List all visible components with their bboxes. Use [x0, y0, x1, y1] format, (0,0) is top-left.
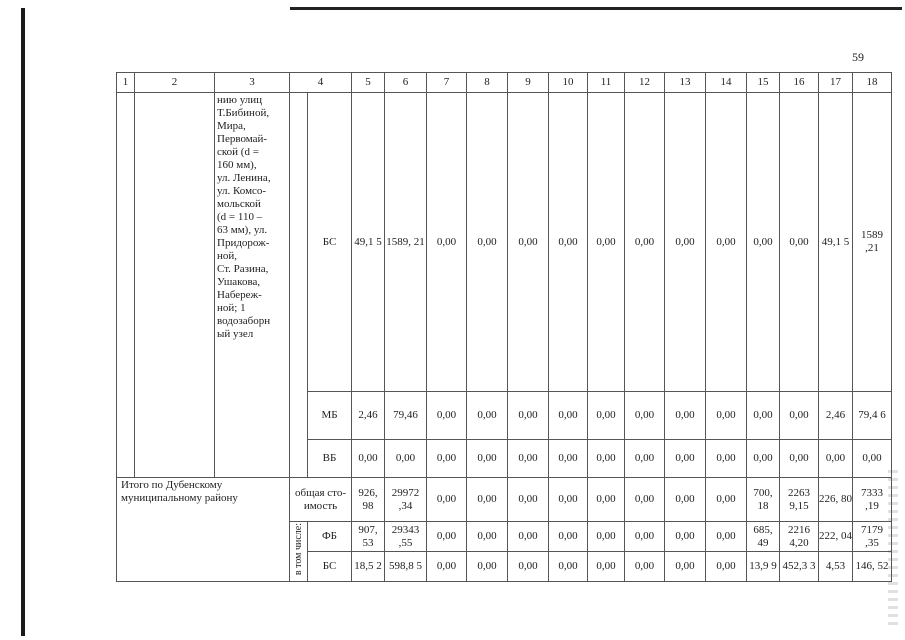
value-cell: 700, 18: [747, 478, 780, 522]
description-line: Набереж-: [217, 289, 262, 301]
value-cell: 0,00: [665, 93, 706, 392]
header-cell: 11: [588, 73, 625, 93]
value-cell: 2263 9,15: [780, 478, 819, 522]
description-line: нию улиц: [217, 94, 263, 106]
value-cell: 0,00: [467, 392, 508, 440]
header-cell: 7: [427, 73, 467, 93]
value-cell: 0,00: [706, 552, 747, 582]
value-cell: 0,00: [427, 478, 467, 522]
value-cell: 29343 ,55: [385, 522, 427, 552]
value-cell: 0,00: [706, 392, 747, 440]
description-line: мольской: [217, 198, 261, 210]
value-cell: 0,00: [706, 478, 747, 522]
value-cell: 0,00: [467, 93, 508, 392]
value-cell: 0,00: [665, 478, 706, 522]
value-cell: 0,00: [588, 440, 625, 478]
header-cell: 14: [706, 73, 747, 93]
value-cell: 0,00: [665, 440, 706, 478]
value-cell: 0,00: [588, 392, 625, 440]
value-cell: 0,00: [385, 440, 427, 478]
value-cell: 0,00: [427, 93, 467, 392]
value-cell: 0,00: [549, 392, 588, 440]
subcol-cell: [290, 93, 308, 478]
value-cell: 79,46: [385, 392, 427, 440]
row-label: общая сто- имость: [290, 478, 352, 522]
value-cell: 0,00: [625, 522, 665, 552]
table-row: [117, 93, 892, 392]
header-cell: 3: [215, 73, 290, 93]
value-cell: 0,00: [747, 93, 780, 392]
description-line: 160 мм),: [217, 159, 257, 171]
col2-cell: [135, 93, 215, 478]
value-cell: 226, 80: [819, 478, 853, 522]
header-cell: 6: [385, 73, 427, 93]
value-cell: 222, 04: [819, 522, 853, 552]
value-cell: 0,00: [427, 392, 467, 440]
value-cell: 0,00: [549, 478, 588, 522]
value-cell: 452,3 3: [780, 552, 819, 582]
row-label: МБ: [308, 392, 352, 440]
row-label: ФБ: [308, 522, 352, 552]
value-cell: 0,00: [549, 552, 588, 582]
value-cell: 0,00: [427, 522, 467, 552]
header-cell: 1: [117, 73, 135, 93]
header-cell: 16: [780, 73, 819, 93]
value-cell: 598,8 5: [385, 552, 427, 582]
value-cell: 0,00: [665, 392, 706, 440]
description-line: Т.Бибиной,: [217, 107, 270, 119]
value-cell: 0,00: [625, 93, 665, 392]
value-cell: 0,00: [549, 440, 588, 478]
header-cell: 18: [853, 73, 892, 93]
value-cell: 0,00: [780, 440, 819, 478]
header-cell: 4: [290, 73, 352, 93]
value-cell: 0,00: [706, 522, 747, 552]
value-cell: 0,00: [780, 93, 819, 392]
value-cell: 18,5 2: [352, 552, 385, 582]
header-cell: 13: [665, 73, 706, 93]
value-cell: 2,46: [352, 392, 385, 440]
value-cell: 0,00: [467, 478, 508, 522]
in-that-label: в том числе:: [292, 523, 304, 576]
header-cell: 10: [549, 73, 588, 93]
value-cell: 926, 98: [352, 478, 385, 522]
description-line: Ст. Разина,: [217, 263, 269, 275]
value-cell: 0,00: [747, 392, 780, 440]
value-cell: 0,00: [427, 440, 467, 478]
description-line: ый узел: [217, 328, 254, 340]
description-line: ул. Комсо-: [217, 185, 267, 197]
value-cell: 0,00: [625, 478, 665, 522]
value-cell: 0,00: [853, 440, 892, 478]
description-line: Мира,: [217, 120, 246, 132]
value-cell: 0,00: [665, 552, 706, 582]
value-cell: 79,4 6: [853, 392, 892, 440]
value-cell: 49,1 5: [352, 93, 385, 392]
col1-cell: [117, 93, 135, 478]
description-line: ной,: [217, 250, 238, 262]
row-label: ВБ: [308, 440, 352, 478]
description-line: Ушакова,: [217, 276, 261, 288]
value-cell: 0,00: [706, 440, 747, 478]
value-cell: 907, 53: [352, 522, 385, 552]
description-line: Первомай-: [217, 133, 268, 145]
value-cell: 0,00: [706, 93, 747, 392]
description-line: 63 мм), ул.: [217, 224, 268, 236]
value-cell: 0,00: [508, 478, 549, 522]
description-line: водозаборн: [217, 315, 271, 327]
value-cell: 0,00: [508, 522, 549, 552]
description-line: ской (d =: [217, 146, 259, 158]
total-row: [117, 478, 892, 522]
value-cell: 0,00: [625, 440, 665, 478]
row-label: БС: [308, 93, 352, 392]
value-cell: 2,46: [819, 392, 853, 440]
value-cell: 0,00: [819, 440, 853, 478]
value-cell: 0,00: [588, 478, 625, 522]
value-cell: 1589, 21: [385, 93, 427, 392]
scan-edge-bar: [21, 8, 25, 636]
row-label: БС: [308, 552, 352, 582]
value-cell: 1589 ,21: [853, 93, 892, 392]
value-cell: 0,00: [508, 552, 549, 582]
value-cell: 0,00: [625, 552, 665, 582]
value-cell: 0,00: [747, 440, 780, 478]
value-cell: 0,00: [588, 522, 625, 552]
description-line: Придорож-: [217, 237, 270, 249]
value-cell: 0,00: [549, 522, 588, 552]
value-cell: 0,00: [427, 552, 467, 582]
header-cell: 17: [819, 73, 853, 93]
header-cell: 15: [747, 73, 780, 93]
scan-top-line: [290, 7, 902, 10]
total-label: Итого по Дубенскому муниципальному району: [117, 478, 290, 582]
header-cell: 8: [467, 73, 508, 93]
value-cell: 0,00: [588, 93, 625, 392]
value-cell: 0,00: [508, 440, 549, 478]
value-cell: 49,1 5: [819, 93, 853, 392]
value-cell: 7179 ,35: [853, 522, 892, 552]
description-line: ул. Ленина,: [217, 172, 271, 184]
value-cell: 29972 ,34: [385, 478, 427, 522]
value-cell: 0,00: [467, 440, 508, 478]
header-cell: 5: [352, 73, 385, 93]
page-number: 59: [852, 50, 864, 64]
header-cell: 12: [625, 73, 665, 93]
financing-table: [116, 72, 892, 582]
value-cell: 0,00: [588, 552, 625, 582]
value-cell: 0,00: [467, 522, 508, 552]
description-line: (d = 110 –: [217, 211, 263, 223]
value-cell: 0,00: [665, 522, 706, 552]
value-cell: 0,00: [352, 440, 385, 478]
object-description: [215, 93, 290, 478]
value-cell: 0,00: [508, 392, 549, 440]
value-cell: 0,00: [508, 93, 549, 392]
value-cell: 13,9 9: [747, 552, 780, 582]
value-cell: 0,00: [549, 93, 588, 392]
in-that-label-cell: [290, 522, 308, 582]
header-row: [117, 73, 892, 93]
value-cell: 0,00: [467, 552, 508, 582]
description-line: ной; 1: [217, 302, 246, 314]
value-cell: 0,00: [625, 392, 665, 440]
value-cell: 2216 4,20: [780, 522, 819, 552]
value-cell: 7333 ,19: [853, 478, 892, 522]
header-cell: 9: [508, 73, 549, 93]
value-cell: 146, 52: [853, 552, 892, 582]
value-cell: 685, 49: [747, 522, 780, 552]
value-cell: 0,00: [780, 392, 819, 440]
value-cell: 4,53: [819, 552, 853, 582]
header-cell: 2: [135, 73, 215, 93]
